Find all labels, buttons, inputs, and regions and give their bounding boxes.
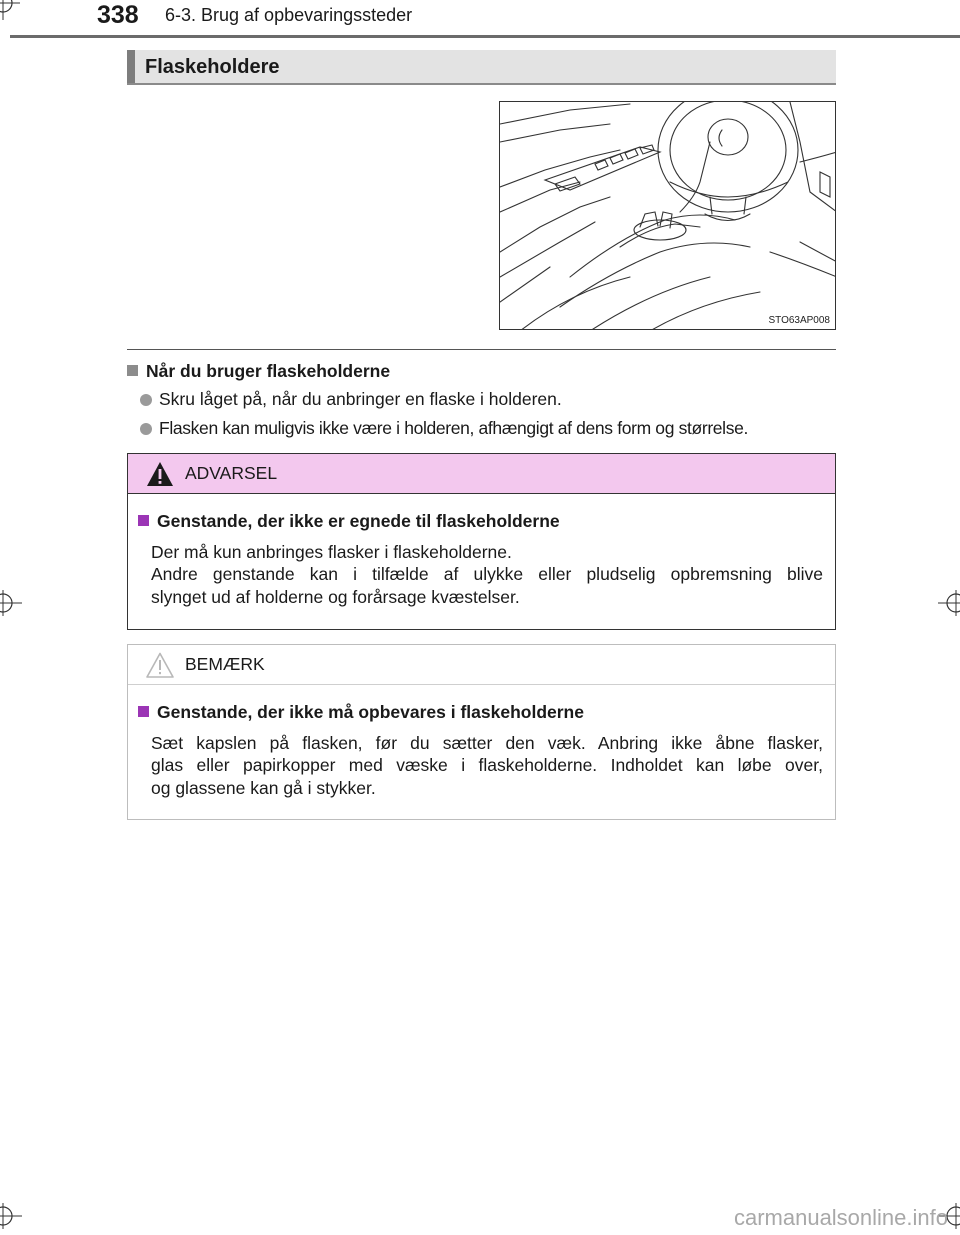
warning-subheading-text: Genstande, der ikke er egnede til flaskeholderne (157, 511, 560, 531)
warning-text-line: slynget ud af holderne og forårsage kvæstelser. (151, 587, 520, 607)
notice-text-line: glas eller papirkopper med væske i flaskeholderne. Indholdet kan løbe over, (151, 755, 823, 775)
warning-title: ADVARSEL (185, 463, 278, 483)
square-bullet-icon (138, 515, 149, 526)
notice-box (127, 644, 836, 820)
info-heading-text: Når du bruger flaskeholderne (146, 361, 391, 381)
section-divider (127, 349, 836, 350)
illustration-code: STO63AP008 (768, 315, 830, 326)
header-divider (10, 35, 960, 38)
info-bullet-text: Flasken kan muligvis ikke være i holderen, afhængigt af dens form og størrelse. (159, 418, 749, 438)
square-bullet-icon (138, 706, 149, 717)
crop-mark (0, 590, 26, 616)
watermark: carmanualsonline.info (733, 1205, 948, 1230)
crop-mark (0, 0, 26, 26)
notice-subheading-text: Genstande, der ikke må opbevares i flaskeholderne (157, 702, 584, 722)
cup-holder-illustration (499, 101, 836, 330)
dashboard-drawing (500, 102, 836, 330)
crop-mark (934, 590, 960, 616)
notice-subheading (138, 702, 584, 723)
warning-subheading (138, 511, 560, 532)
info-bullet (140, 418, 748, 439)
circle-bullet-icon (140, 394, 152, 406)
circle-bullet-icon (140, 423, 152, 435)
warning-triangle-icon (145, 460, 175, 488)
info-bullet (140, 389, 562, 410)
page-number: 338 (97, 1, 139, 29)
warning-text-line: Andre genstande kan i tilfælde af ulykke eller pludselig opbremsning blive (151, 564, 823, 584)
info-heading (127, 361, 390, 382)
section-header (127, 50, 836, 85)
section-title: Flaskeholdere (145, 56, 280, 78)
caution-triangle-icon (145, 651, 175, 679)
notice-header (128, 645, 835, 685)
warning-text-line: Der må kun anbringes flasker i flaskeholderne. (151, 542, 512, 562)
notice-text-line: og glassene kan gå i stykker. (151, 778, 376, 798)
crop-mark (0, 1203, 26, 1229)
section-header-accent (127, 50, 135, 83)
warning-header (128, 454, 835, 494)
chapter-title: 6-3. Brug af opbevaringssteder (165, 5, 413, 25)
info-bullet-text: Skru låget på, når du anbringer en flaske i holderen. (159, 389, 562, 409)
notice-title: BEMÆRK (185, 654, 265, 674)
square-bullet-icon (127, 365, 138, 376)
notice-text-line: Sæt kapslen på flasken, før du sætter den væk. Anbring ikke åbne flasker, (151, 733, 823, 753)
warning-box (127, 453, 836, 630)
